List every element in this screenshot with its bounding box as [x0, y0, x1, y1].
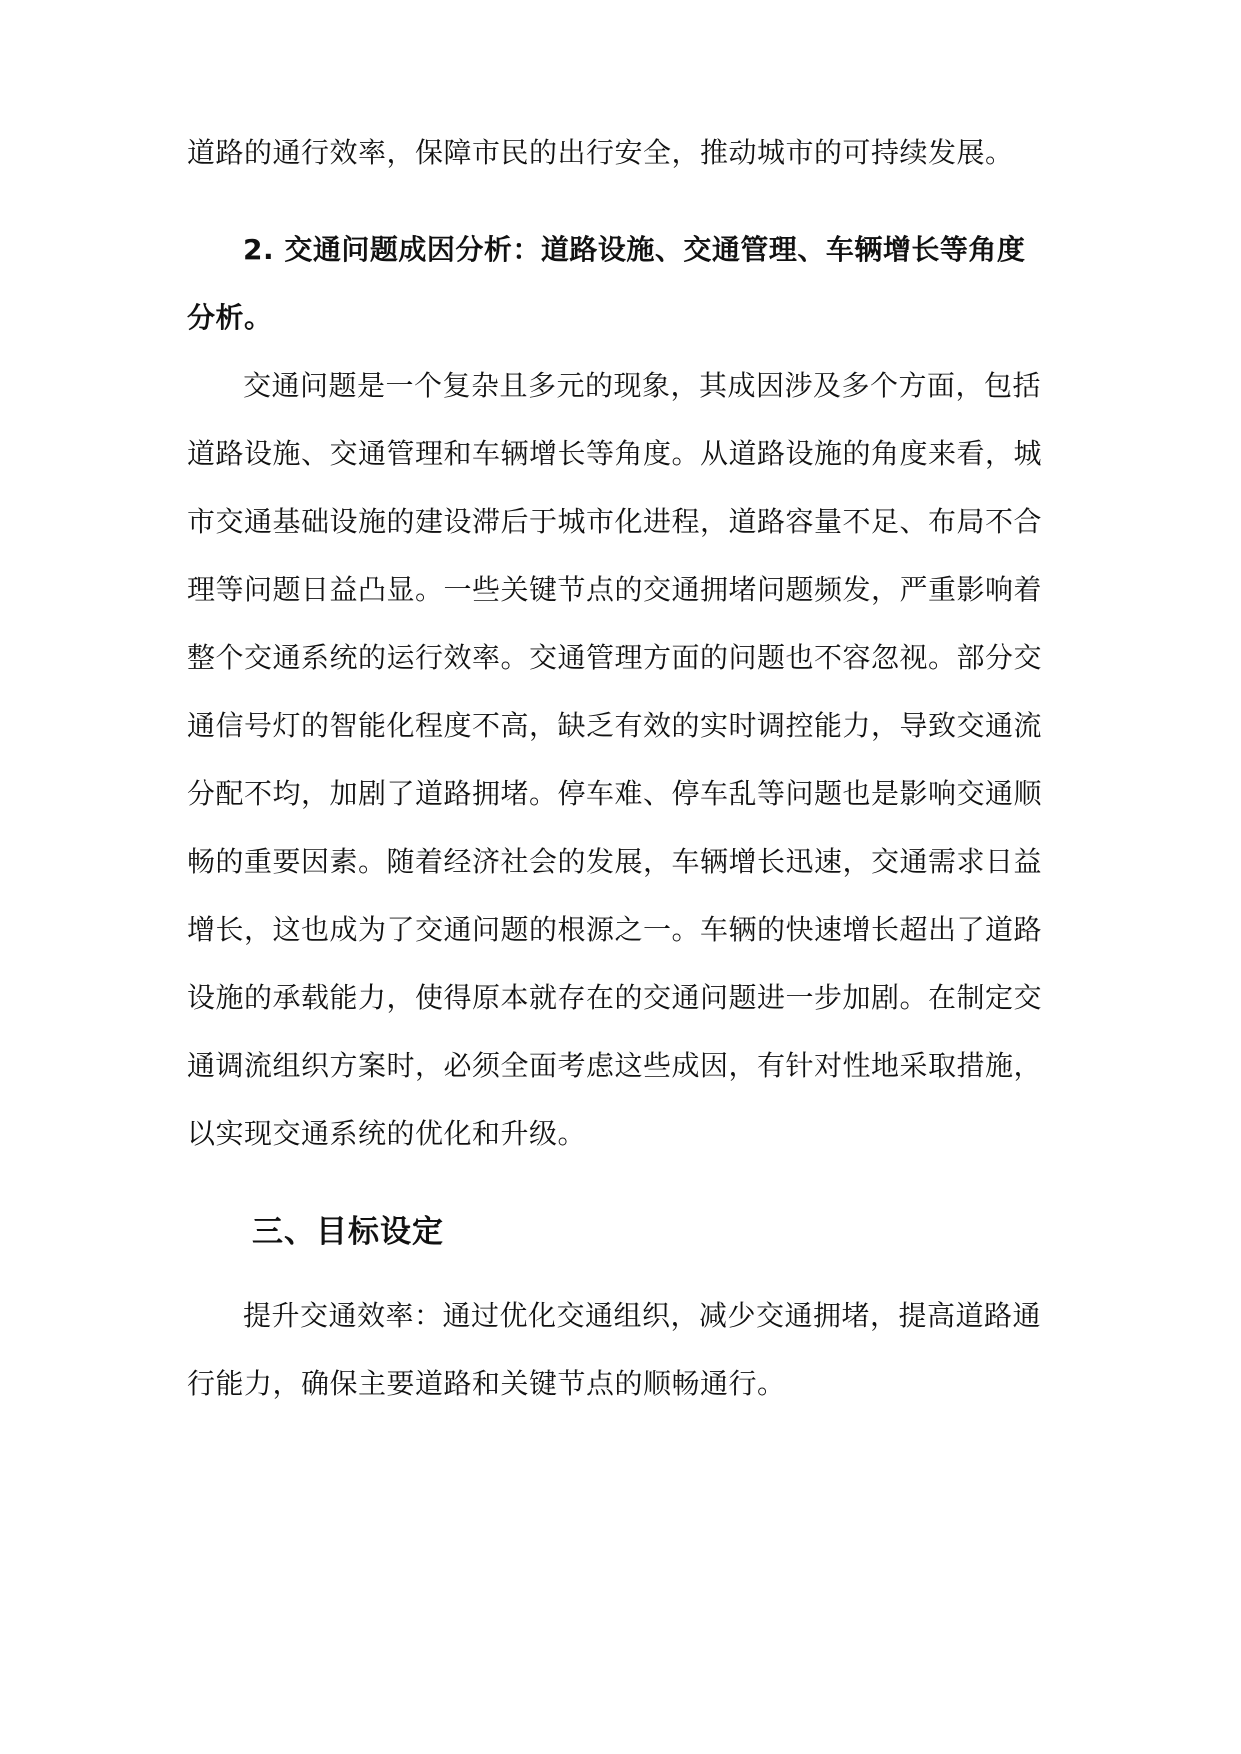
section-2-title-line-2: 分析。 [187, 301, 273, 334]
section-2-paragraph-line: 增长，这也成为了交通问题的根源之一。车辆的快速增长超出了道路 [187, 913, 1043, 946]
intro-tail-line: 道路的通行效率，保障市民的出行安全，推动城市的可持续发展。 [187, 136, 1014, 169]
section-3-paragraph-line: 行能力，确保主要道路和关键节点的顺畅通行。 [187, 1367, 786, 1400]
section-3-heading: 三、目标设定 [252, 1214, 444, 1250]
section-2-paragraph-line: 分配不均，加剧了道路拥堵。停车难、停车乱等问题也是影响交通顺 [187, 777, 1043, 810]
section-2-paragraph-line: 交通问题是一个复杂且多元的现象，其成因涉及多个方面，包括 [243, 369, 1042, 402]
section-2-paragraph-line: 通调流组织方案时，必须全面考虑这些成因，有针对性地采取措施， [187, 1049, 1043, 1082]
section-3-paragraph-line: 提升交通效率：通过优化交通组织，减少交通拥堵，提高道路通 [243, 1299, 1042, 1332]
section-2-paragraph-line: 理等问题日益凸显。一些关键节点的交通拥堵问题频发，严重影响着 [187, 573, 1043, 606]
section-2-title-line-1: 2. 交通问题成因分析：道路设施、交通管理、车辆增长等角度 [243, 233, 1026, 266]
section-2-paragraph-line: 畅的重要因素。随着经济社会的发展，车辆增长迅速，交通需求日益 [187, 845, 1043, 878]
section-2-paragraph-line: 以实现交通系统的优化和升级。 [187, 1117, 587, 1150]
section-2-paragraph-line: 市交通基础设施的建设滞后于城市化进程，道路容量不足、布局不合 [187, 505, 1043, 538]
section-2-paragraph-line: 通信号灯的智能化程度不高，缺乏有效的实时调控能力，导致交通流 [187, 709, 1043, 742]
section-2-paragraph-line: 设施的承载能力，使得原本就存在的交通问题进一步加剧。在制定交 [187, 981, 1043, 1014]
section-2-paragraph-line: 整个交通系统的运行效率。交通管理方面的问题也不容忽视。部分交 [187, 641, 1043, 674]
section-2-paragraph-line: 道路设施、交通管理和车辆增长等角度。从道路设施的角度来看，城 [187, 437, 1043, 470]
